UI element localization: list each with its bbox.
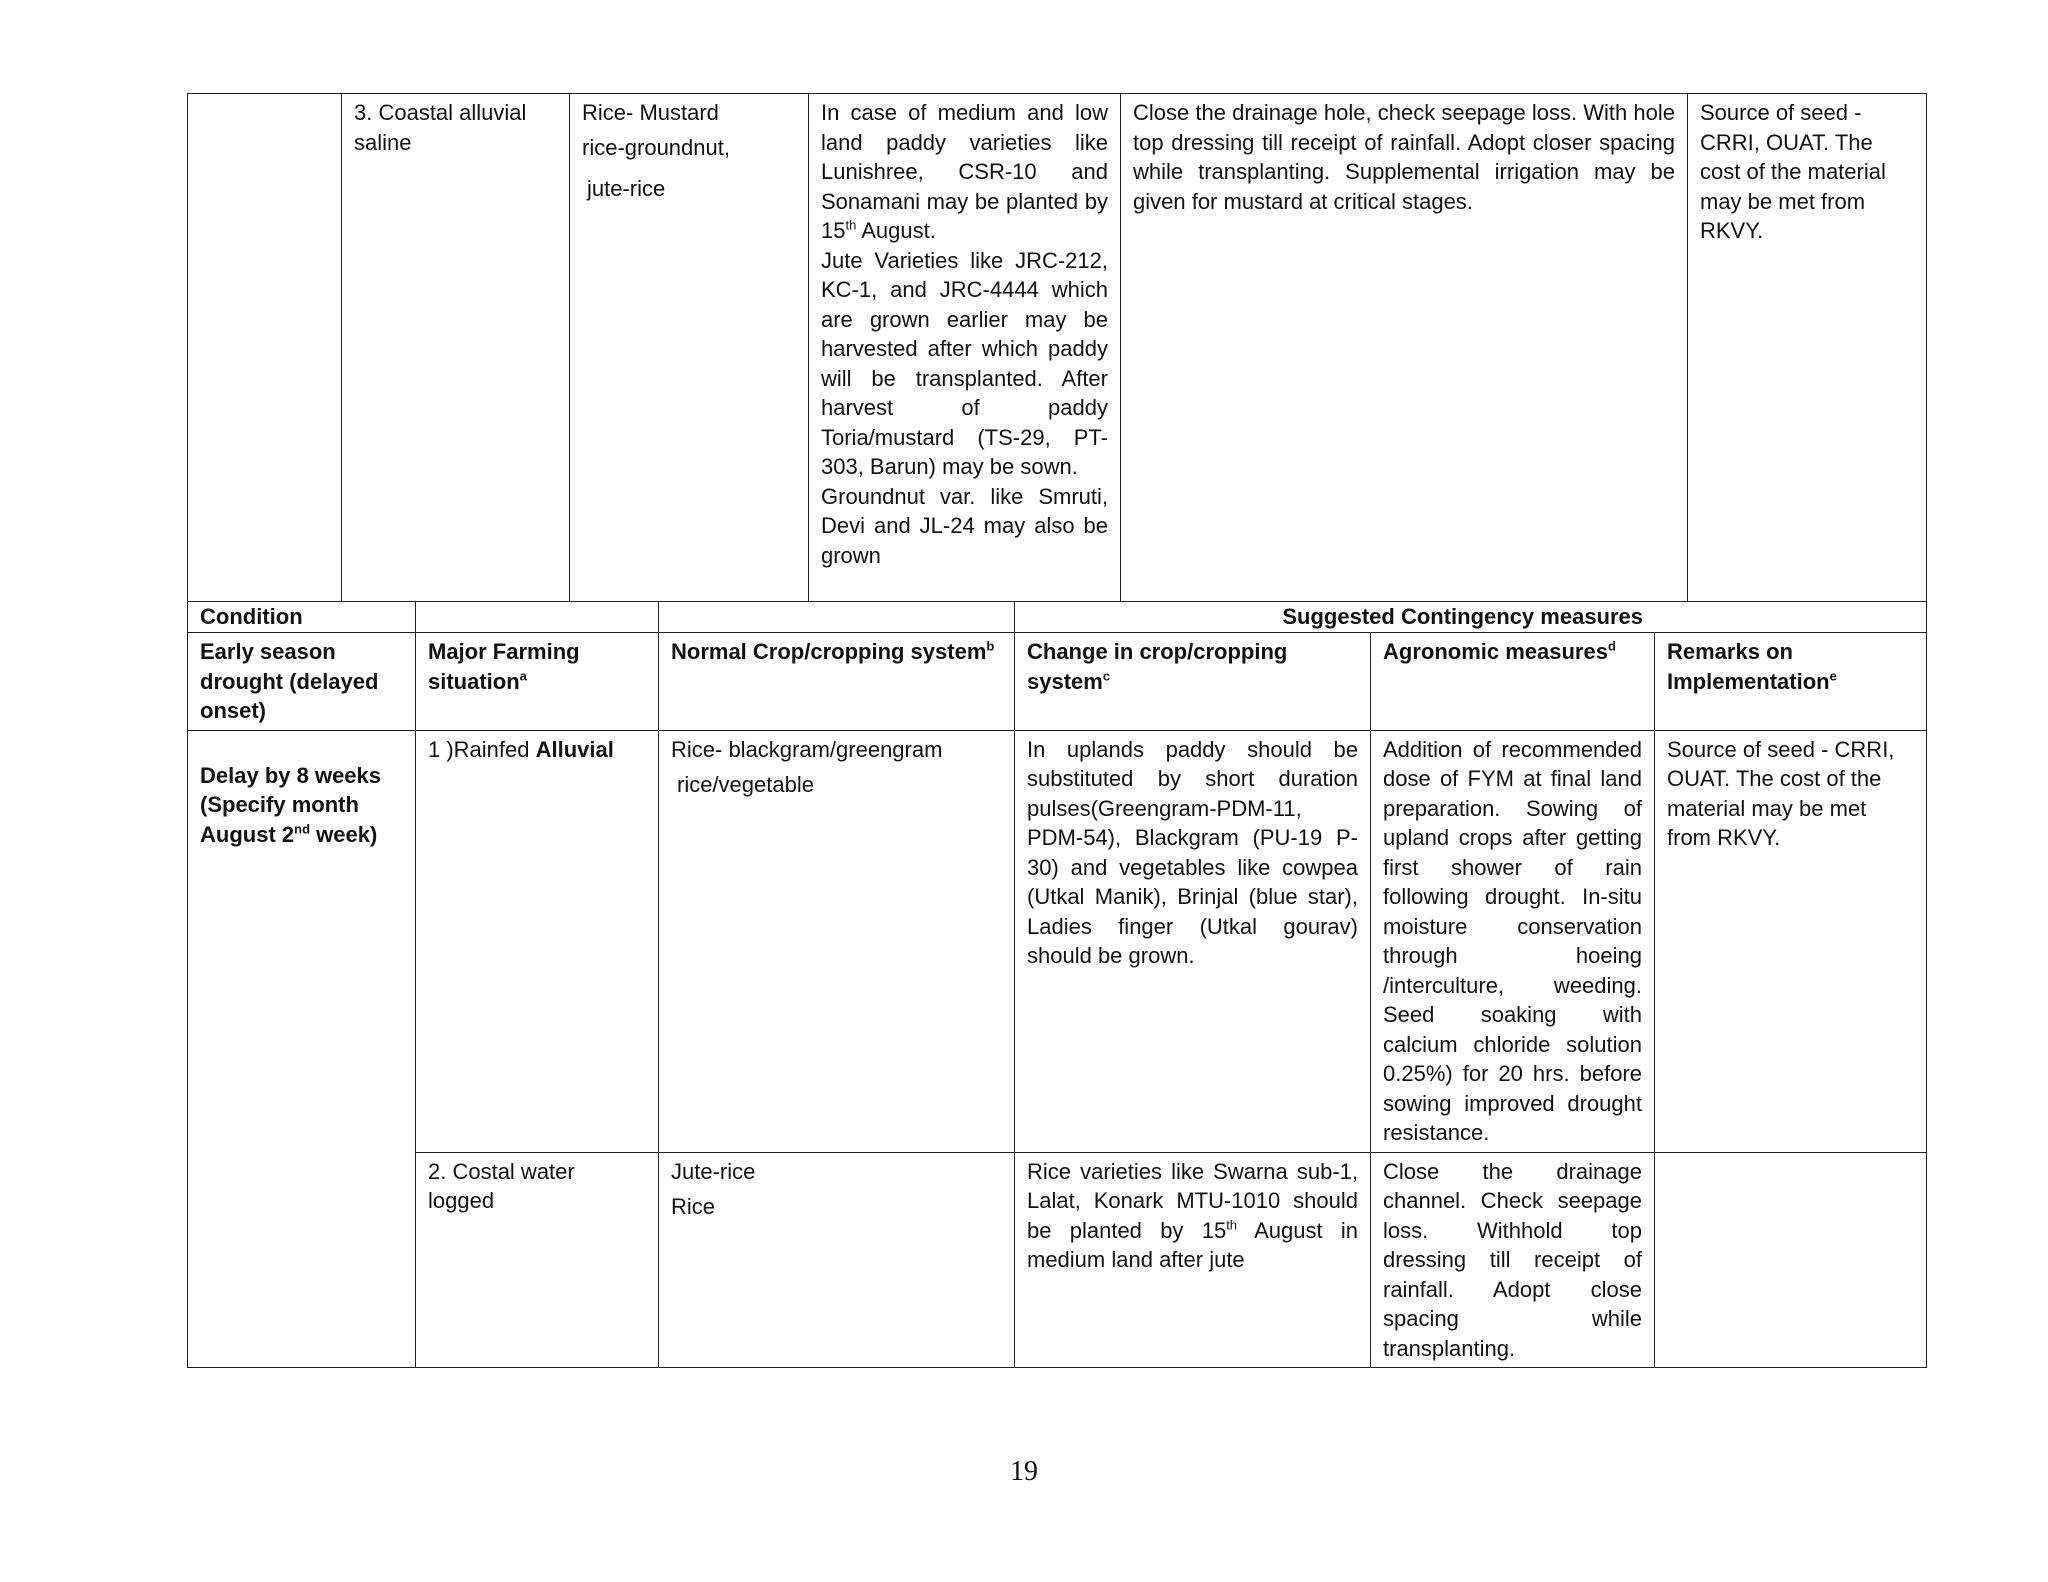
- crop-item: Jute-rice: [671, 1158, 756, 1184]
- table-row: [188, 1152, 1927, 1368]
- table-row: [188, 94, 1927, 602]
- change-crop-header: Change in crop/cropping system$^c$: [1015, 633, 1371, 731]
- change-paragraph: In case of medium and low land paddy varieties like Lunishree, CSR-10 and Sonamani may be planted by 15th August.: [821, 100, 1108, 243]
- farming-situation-header: Major Farming situation$^a$: [416, 633, 659, 731]
- table-header-row: [188, 602, 1927, 633]
- suggested-measures-label: Suggested Contingency measures: [1015, 602, 1927, 633]
- crop-system-cell: [659, 730, 1015, 1152]
- agronomic-cell: [1121, 94, 1688, 602]
- crop-item: Rice: [671, 1194, 716, 1219]
- agronomic-text: Close the drainage hole, check seepage loss. With hole top dressing till receipt of rainfall. Adopt closer spacing while transplanting. Supplemental irrigation may be given for mustard at critical stages.: [1133, 100, 1675, 214]
- normal-crop-header: Normal Crop/cropping system$^b$: [659, 633, 1015, 731]
- crop-item: rice/vegetable: [677, 772, 814, 797]
- farming-situation-cell: [342, 94, 570, 602]
- delay-condition-cell: Delay by 8 weeks (Specify month August 2nd week): [188, 730, 416, 1368]
- empty-condition-cell: [188, 94, 342, 602]
- agronomic-cell: Addition of recommended dose of FYM at final land preparation. Sowing of upland crops after getting first shower of rain following drought. In-situ moisture conservation through hoeing /interculture, weeding. Seed soaking with calcium chloride solution 0.25%) for 20 hrs. before sowing improved drought resistance.: [1371, 730, 1655, 1152]
- agronomic-header: Agronomic measures$^d$: [1371, 633, 1655, 731]
- agronomic-cell: Close the drainage channel. Check seepage loss. Withhold top dressing till receipt of rainfall. Adopt close spacing while transplanting.: [1371, 1152, 1655, 1368]
- empty-header-cell: [416, 602, 659, 633]
- condition-header: Early season drought (delayed onset): [188, 633, 416, 731]
- change-paragraph: Groundnut var. like Smruti, Devi and JL-24 may also be grown: [821, 483, 1108, 568]
- empty-header-cell: [659, 602, 1015, 633]
- crop-item: jute-rice: [587, 176, 666, 201]
- farming-situation-text: 3. Coastal alluvial saline: [354, 100, 527, 155]
- continuation-table: [187, 93, 1927, 602]
- page-number: 19: [1010, 1456, 1038, 1487]
- remarks-cell: Source of seed - CRRI, OUAT. The cost of the material may be met from RKVY.: [1655, 730, 1927, 1152]
- condition-label: Condition: [188, 602, 416, 633]
- crop-item: Rice- blackgram/greengram: [671, 736, 943, 762]
- crop-system-cell: [570, 94, 809, 602]
- farming-situation-cell: 1 )Rainfed Alluvial: [416, 730, 659, 1152]
- change-paragraph: Jute Varieties like JRC-212, KC-1, and JRC-4444 which are grown earlier may be harvested after which paddy will be transplanted. After harvest of paddy Toria/mustard (TS-29, PT-303, Barun) may be sown.: [821, 247, 1108, 479]
- change-cell: In uplands paddy should be substituted by short duration pulses(Greengram-PDM-11, PDM-54), Blackgram (PU-19 P-30) and vegetables like cowpea (Utkal Manik), Brinjal (blue star), Ladies finger (Utkal gourav) should be grown.: [1015, 730, 1371, 1152]
- contingency-table: [187, 601, 1927, 1368]
- crop-item: Rice- Mustard: [582, 100, 719, 125]
- change-cell: [809, 94, 1121, 602]
- remarks-text: Source of seed - CRRI, OUAT. The cost of the material may be met from RKVY.: [1700, 100, 1886, 243]
- crop-system-cell: [659, 1152, 1015, 1368]
- change-cell: Rice varieties like Swarna sub-1, Lalat, Konark MTU-1010 should be planted by 15th August in medium land after jute: [1015, 1152, 1371, 1368]
- crop-item: rice-groundnut,: [582, 135, 730, 160]
- farming-situation-cell: 2. Costal water logged: [416, 1152, 659, 1368]
- remarks-cell: [1688, 94, 1927, 602]
- table-row: [188, 730, 1927, 1152]
- table-header-row: [188, 633, 1927, 731]
- remarks-header: Remarks on Implementation$^e$: [1655, 633, 1927, 731]
- remarks-cell: [1655, 1152, 1927, 1368]
